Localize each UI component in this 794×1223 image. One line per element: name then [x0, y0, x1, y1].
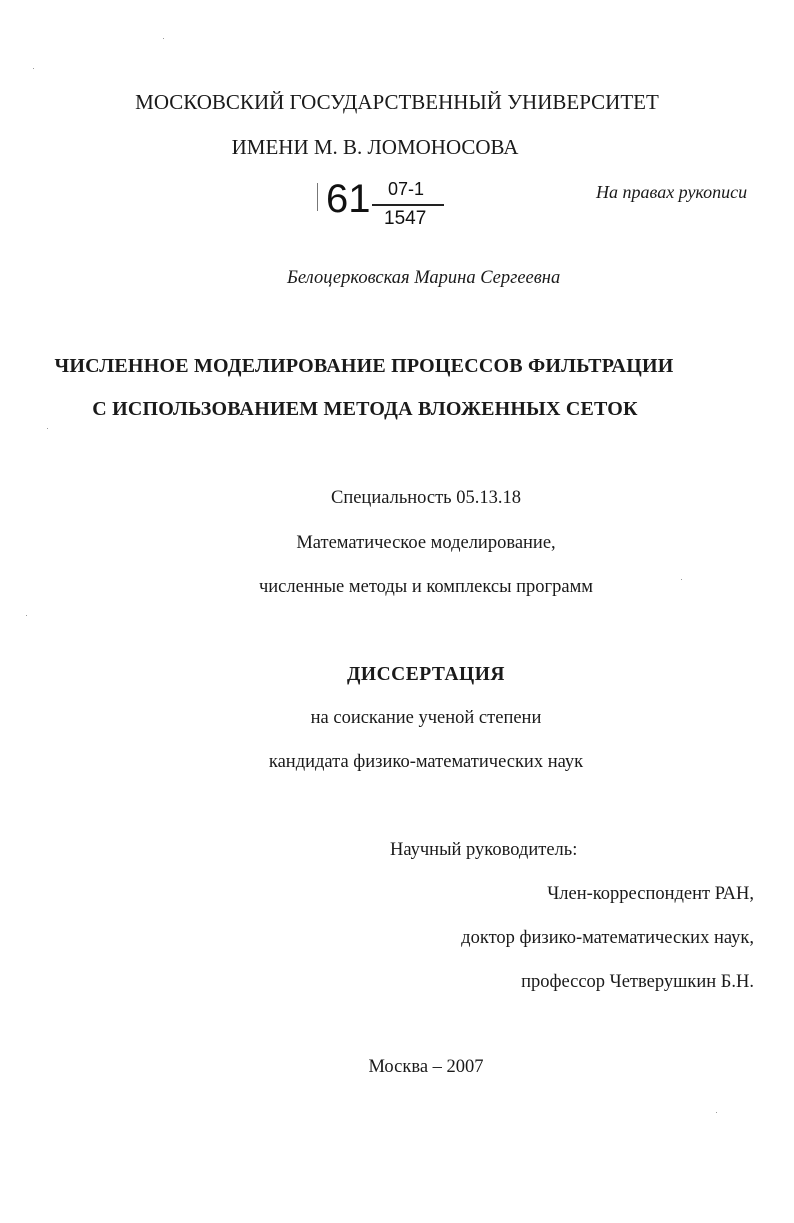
- supervisor-title-line2: доктор физико-математических наук,: [461, 928, 754, 948]
- specialty-name-line1: Математическое моделирование,: [296, 533, 556, 553]
- author-name: Белоцерковская Марина Сергеевна: [287, 268, 561, 288]
- dissertation-title-line2: С ИСПОЛЬЗОВАНИЕМ МЕТОДА ВЛОЖЕННЫХ СЕТОК: [92, 398, 638, 420]
- university-name: МОСКОВСКИЙ ГОСУДАРСТВЕННЫЙ УНИВЕРСИТЕТ: [135, 90, 659, 114]
- supervisor-name: профессор Четверушкин Б.Н.: [521, 972, 754, 992]
- stamp-numerator: 07-1: [388, 179, 425, 199]
- supervisor-title-line1: Член-корреспондент РАН,: [547, 884, 754, 904]
- dissertation-title-line1: ЧИСЛЕННОЕ МОДЕЛИРОВАНИЕ ПРОЦЕССОВ ФИЛЬТРАЦИИ: [54, 355, 674, 377]
- scan-speck: [26, 615, 27, 616]
- scan-speck: [716, 1112, 717, 1113]
- specialty-code: Специальность 05.13.18: [330, 488, 521, 508]
- rights-note: На правах рукописи: [596, 182, 748, 202]
- scan-speck: [33, 68, 34, 69]
- stamp-fraction-bar: [372, 204, 444, 206]
- stamp-number: 61: [326, 177, 371, 221]
- scan-speck: [681, 579, 682, 580]
- scan-speck: [163, 38, 164, 39]
- stamp-tick-mark: [317, 183, 318, 211]
- degree-line1: на соискание ученой степени: [310, 708, 542, 728]
- place-and-year: Москва – 2007: [368, 1057, 484, 1077]
- degree-line2: кандидата физико-математических наук: [268, 752, 584, 772]
- scan-speck: [47, 428, 48, 429]
- supervisor-label: Научный руководитель:: [390, 840, 578, 860]
- university-name-line2: ИМЕНИ М. В. ЛОМОНОСОВА: [231, 135, 519, 159]
- stamp-denominator: 1547: [384, 208, 427, 229]
- specialty-name-line2: численные методы и комплексы программ: [258, 577, 594, 597]
- work-type-heading: ДИССЕРТАЦИЯ: [347, 664, 505, 685]
